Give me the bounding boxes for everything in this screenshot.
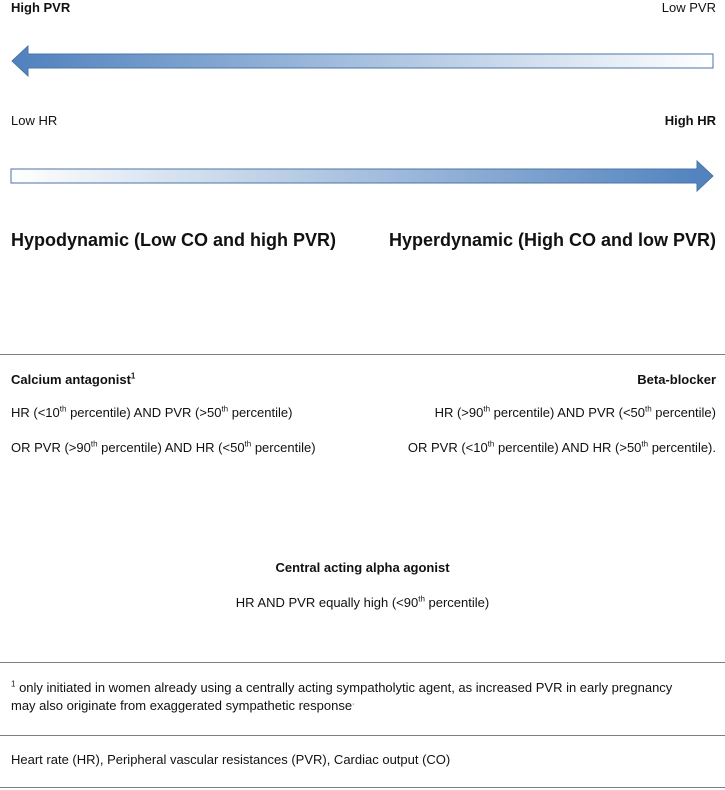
footnote-line-2: may also originate from exaggerated sympathetic response. — [11, 697, 355, 713]
beta-blocker-title: Beta-blocker — [637, 372, 716, 387]
hyperdynamic-profile: Hyperdynamic (High CO and low PVR) — [388, 230, 716, 250]
alpha-criterion: HR AND PVR equally high (<90th percentile) — [235, 594, 490, 610]
high-pvr-label: High PVR — [11, 0, 71, 15]
low-pvr-label: Low PVR — [661, 0, 716, 15]
beta-criterion-2: OR PVR (<10th percentile) AND HR (>50th percentile). — [407, 439, 716, 455]
alpha-agonist-title: Central acting alpha agonist — [275, 560, 450, 575]
hr-arrow-right — [11, 161, 713, 191]
divider-top — [0, 354, 725, 355]
footnote-line-1: $^1$ only initiated in women already using a centrally acting sympatholytic agent, as increased PVR in early pregnancy — [11, 679, 673, 695]
beta-criterion-1: HR (>90th percentile) AND PVR (<50th percentile) — [434, 404, 716, 420]
hypodynamic-profile: Hypodynamic (Low CO and high PVR) — [11, 230, 337, 250]
divider-lower — [0, 735, 725, 736]
calcium-antagonist-title: Calcium antagonist$^1$ — [11, 371, 136, 387]
pvr-arrow-left — [12, 46, 713, 76]
calcium-criterion-1: HR (<10th percentile) AND PVR (>50th percentile) — [11, 404, 293, 420]
divider-bottom — [0, 787, 725, 788]
calcium-criterion-2: OR PVR (>90th percentile) AND HR (<50th percentile) — [11, 439, 316, 455]
low-hr-label: Low HR — [11, 113, 58, 128]
high-hr-label: High HR — [664, 113, 716, 128]
divider-middle — [0, 662, 725, 663]
arrows-layer — [0, 0, 725, 200]
abbreviations: Heart rate (HR), Peripheral vascular resistances (PVR), Cardiac output (CO) — [11, 752, 451, 767]
